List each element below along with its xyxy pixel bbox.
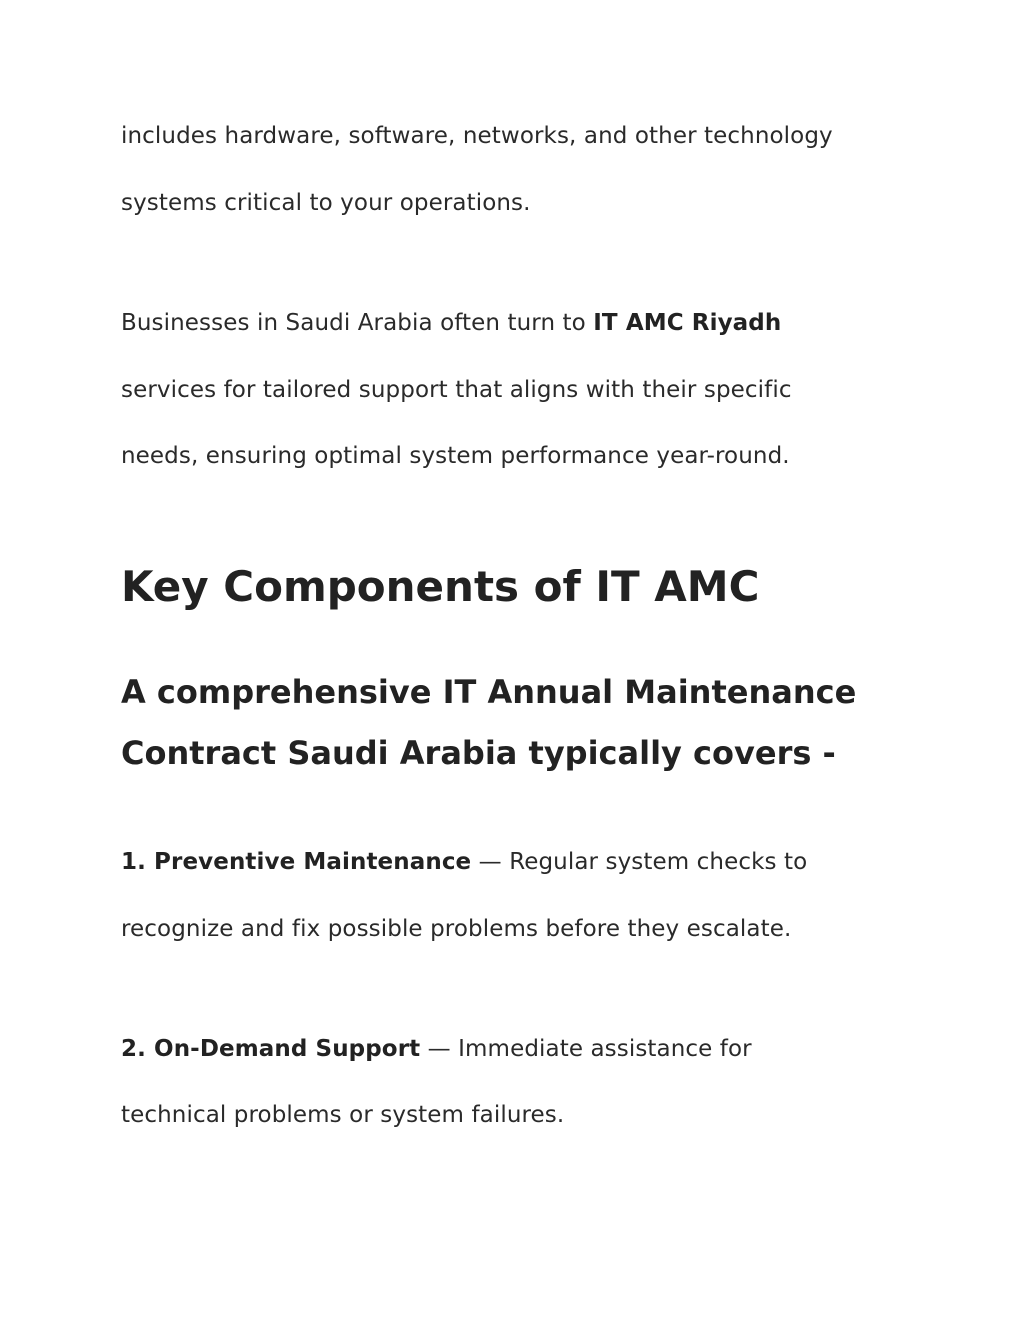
paragraph-line: includes hardware, software, networks, and other technology bbox=[121, 123, 833, 149]
list-item-continuation: recognize and fix possible problems before they escalate. bbox=[121, 916, 792, 942]
list-item bbox=[121, 847, 807, 877]
list-item-continuation: technical problems or system failures. bbox=[121, 1102, 565, 1128]
paragraph-line bbox=[121, 308, 781, 338]
bold-keyword: IT AMC Riyadh bbox=[593, 310, 782, 336]
paragraph-line: systems critical to your operations. bbox=[121, 190, 531, 216]
list-item-text: — Immediate assistance for bbox=[420, 1036, 752, 1062]
section-heading: Key Components of IT AMC bbox=[121, 562, 760, 611]
paragraph-line: services for tailored support that aligns with their specific bbox=[121, 377, 792, 403]
paragraph-line: needs, ensuring optimal system performance year-round. bbox=[121, 443, 790, 469]
paragraph-text: Businesses in Saudi Arabia often turn to bbox=[121, 310, 594, 336]
list-item-title: 2. On-Demand Support bbox=[121, 1036, 421, 1062]
subheading-line: A comprehensive IT Annual Maintenance bbox=[121, 673, 857, 711]
subheading-line: Contract Saudi Arabia typically covers - bbox=[121, 734, 836, 772]
list-item-title: 1. Preventive Maintenance bbox=[121, 849, 472, 875]
list-item bbox=[121, 1034, 752, 1064]
list-item-text: — Regular system checks to bbox=[471, 849, 808, 875]
